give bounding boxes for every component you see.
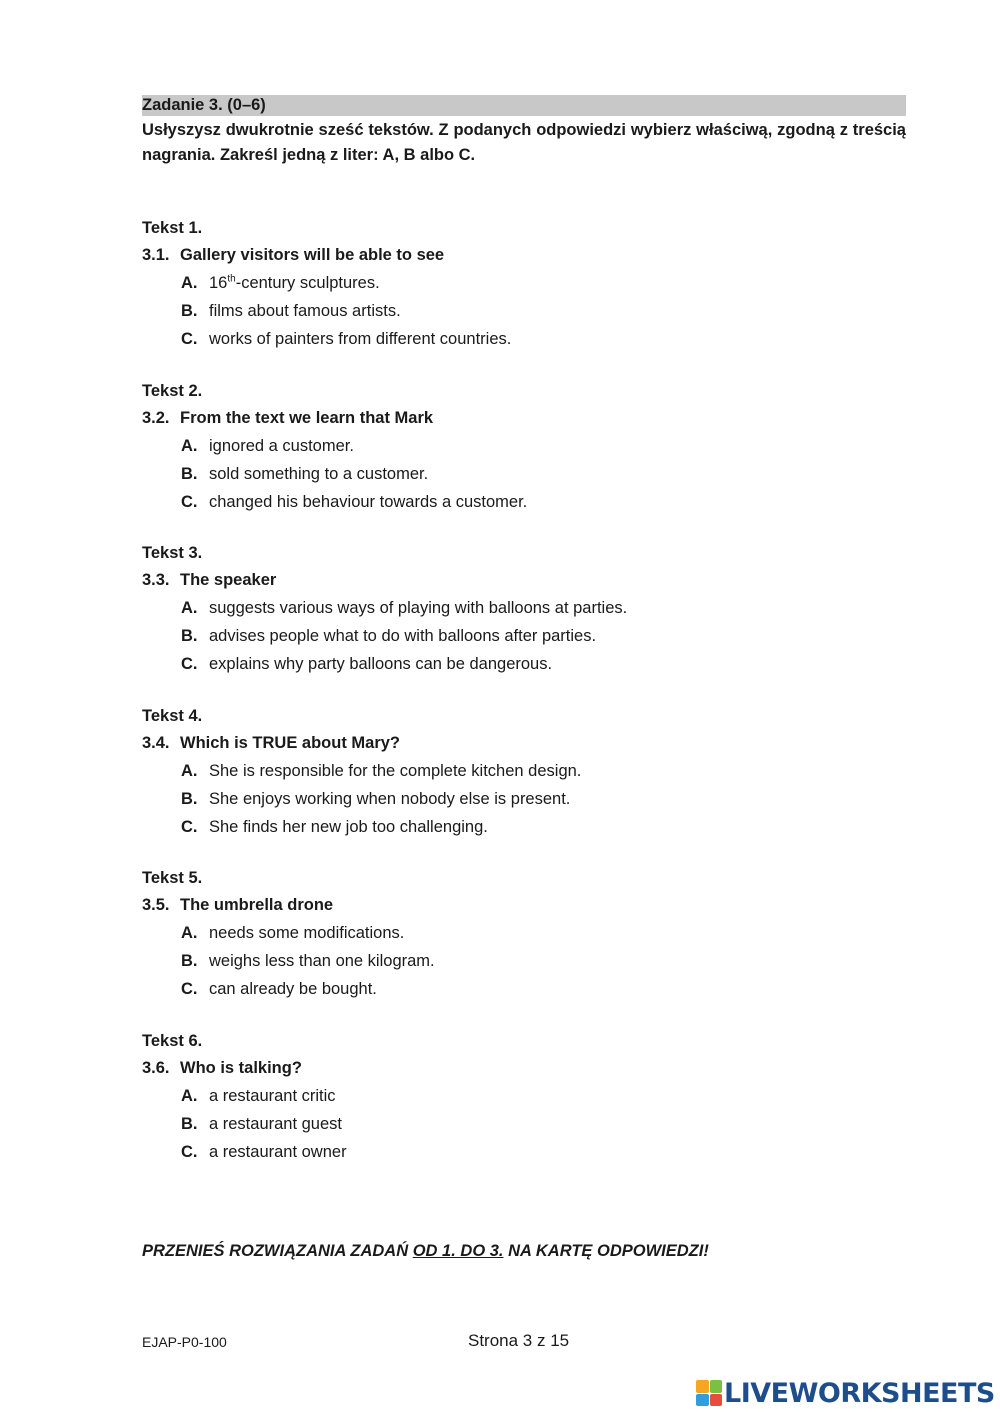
question-stem: [142, 730, 906, 757]
question-text: The umbrella drone: [180, 896, 334, 914]
tekst-heading: Tekst 6.: [142, 1032, 203, 1050]
answer-option[interactable]: [142, 757, 906, 785]
answer-option[interactable]: [142, 325, 906, 353]
logo-square-4: [710, 1394, 723, 1407]
transfer-text-end: NA KARTĘ ODPOWIEDZI!: [503, 1242, 709, 1260]
liveworksheets-logo[interactable]: [696, 1376, 995, 1410]
question-block: [142, 702, 906, 841]
answer-option[interactable]: [142, 813, 906, 841]
option-letter: C.: [181, 1143, 198, 1161]
option-text: sold something to a customer.: [209, 465, 429, 483]
option-letter: B.: [181, 465, 198, 483]
task-instructions: Usłyszysz dwukrotnie sześć tekstów. Z podanych odpowiedzi wybierz właściwą, zgodną z treścią nagrania. Zakreśl jedną z liter: A, B albo C.: [142, 121, 906, 164]
question-text: The speaker: [180, 571, 277, 589]
answer-option[interactable]: [142, 269, 906, 297]
question-block: [142, 1027, 906, 1166]
answer-option[interactable]: [142, 785, 906, 813]
option-text: She is responsible for the complete kitchen design.: [209, 762, 582, 780]
option-text: can already be bought.: [209, 980, 377, 998]
option-text: explains why party balloons can be dangerous.: [209, 655, 553, 673]
question-block: [142, 214, 906, 353]
option-letter: C.: [181, 818, 198, 836]
option-letter: B.: [181, 790, 198, 808]
option-letter: B.: [181, 952, 198, 970]
question-text: Gallery visitors will be able to see: [180, 246, 445, 264]
option-letter: A.: [181, 599, 198, 617]
option-text: needs some modifications.: [209, 924, 405, 942]
answer-option[interactable]: [142, 488, 906, 516]
page-number: Strona 3 z 15: [468, 1331, 570, 1350]
answer-option[interactable]: [142, 947, 906, 975]
option-letter: A.: [181, 924, 198, 942]
transfer-text-start: PRZENIEŚ ROZWIĄZANIA ZADAŃ: [142, 1242, 413, 1260]
question-number: 3.2.: [142, 409, 170, 427]
question-number: 3.5.: [142, 896, 170, 914]
option-text: a restaurant critic: [209, 1087, 336, 1105]
option-letter: A.: [181, 762, 198, 780]
question-number: 3.6.: [142, 1059, 170, 1077]
option-letter: A.: [181, 1087, 198, 1105]
exam-code: EJAP-P0-100: [142, 1334, 227, 1350]
option-letter: C.: [181, 980, 198, 998]
answer-option[interactable]: [142, 919, 906, 947]
option-letter: B.: [181, 1115, 198, 1133]
question-stem: [142, 405, 906, 432]
transfer-text-underlined: OD 1. DO 3.: [412, 1242, 504, 1260]
option-letter: C.: [181, 493, 198, 511]
option-text: She enjoys working when nobody else is present.: [209, 790, 571, 808]
option-text: a restaurant guest: [209, 1115, 342, 1133]
option-letter: B.: [181, 302, 198, 320]
answer-option[interactable]: [142, 650, 906, 678]
option-text: advises people what to do with balloons after parties.: [209, 627, 597, 645]
question-stem: [142, 567, 906, 594]
tekst-heading: Tekst 3.: [142, 544, 203, 562]
option-text-rest: -century sculptures.: [235, 274, 380, 292]
answer-option[interactable]: [142, 460, 906, 488]
question-stem: [142, 242, 906, 269]
answer-option[interactable]: [142, 297, 906, 325]
option-letter: A.: [181, 274, 198, 292]
option-text: She finds her new job too challenging.: [209, 818, 488, 836]
answer-option[interactable]: [142, 1110, 906, 1138]
logo-square-3: [696, 1394, 709, 1407]
question-number: 3.4.: [142, 734, 170, 752]
option-letter: A.: [181, 437, 198, 455]
tekst-heading: Tekst 4.: [142, 707, 203, 725]
option-text: suggests various ways of playing with balloons at parties.: [209, 599, 628, 617]
task-header: Zadanie 3. (0–6): [142, 95, 906, 116]
question-text: Which is TRUE about Mary?: [180, 734, 401, 752]
answer-option[interactable]: [142, 975, 906, 1003]
question-block: [142, 377, 906, 516]
option-text: changed his behaviour towards a customer.: [209, 493, 528, 511]
option-text: works of painters from different countries.: [209, 330, 512, 348]
question-block: [142, 539, 906, 678]
option-superscript: th: [227, 273, 236, 285]
tekst-heading: Tekst 2.: [142, 382, 203, 400]
tekst-heading: Tekst 1.: [142, 219, 203, 237]
option-text: weighs less than one kilogram.: [209, 952, 435, 970]
option-letter: C.: [181, 655, 198, 673]
answer-option[interactable]: [142, 594, 906, 622]
liveworksheets-logo-text: LIVEWORKSHEETS: [724, 1377, 995, 1409]
logo-square-2: [710, 1380, 723, 1393]
option-letter: C.: [181, 330, 198, 348]
option-text: a restaurant owner: [209, 1143, 347, 1161]
question-text: Who is talking?: [180, 1059, 302, 1077]
question-stem: [142, 1055, 906, 1082]
option-text: 16: [209, 274, 228, 292]
answer-option[interactable]: [142, 432, 906, 460]
answer-option[interactable]: [142, 1082, 906, 1110]
option-letter: B.: [181, 627, 198, 645]
question-number: 3.3.: [142, 571, 170, 589]
answer-option[interactable]: [142, 1138, 906, 1166]
question-block: [142, 864, 906, 1003]
transfer-instruction: [142, 1240, 709, 1262]
tekst-heading: Tekst 5.: [142, 869, 203, 887]
option-text: films about famous artists.: [209, 302, 401, 320]
liveworksheets-logo-icon: [696, 1380, 722, 1406]
question-number: 3.1.: [142, 246, 170, 264]
answer-option[interactable]: [142, 622, 906, 650]
option-text: ignored a customer.: [209, 437, 354, 455]
question-text: From the text we learn that Mark: [180, 409, 434, 427]
logo-square-1: [696, 1380, 709, 1393]
question-stem: [142, 892, 906, 919]
